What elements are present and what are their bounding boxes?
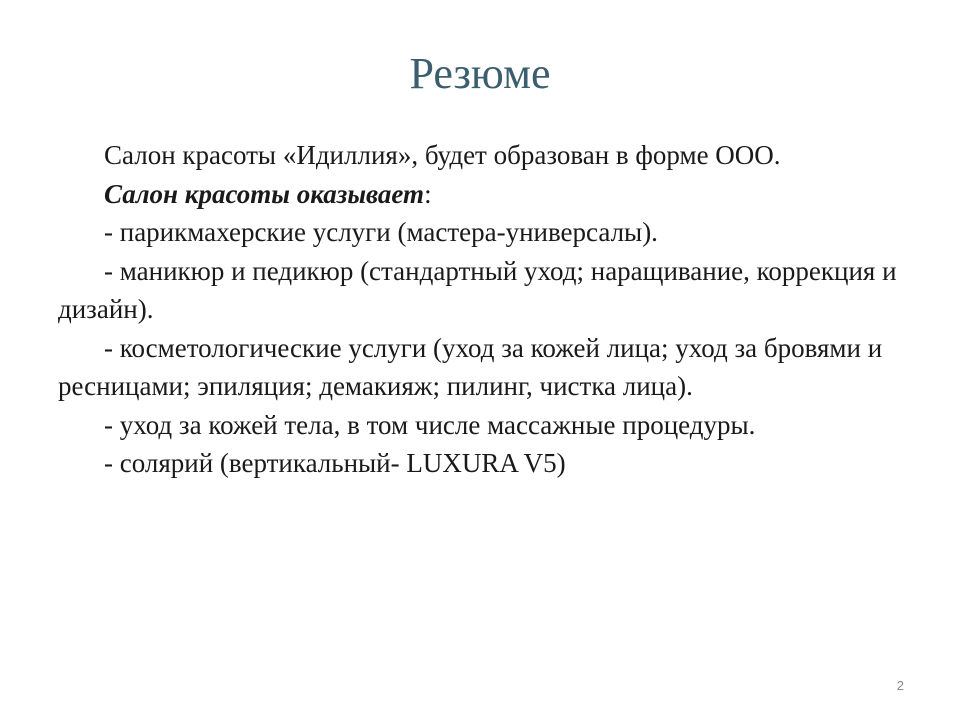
service-item-solarium: - солярий (вертикальный- LUXURA V5) (104, 448, 566, 478)
services-heading-text: Салон красоты оказывает (104, 178, 425, 209)
slide-content (58, 136, 904, 483)
slide-number: 2 (896, 678, 904, 693)
service-item-body-care: - уход за кожей тела, в том числе массажные процедуры. (104, 409, 756, 440)
slide-title: Резюме (409, 49, 551, 98)
services-heading (58, 175, 904, 214)
intro-paragraph: Салон красоты «Идиллия», будет образован в форме ООО. (104, 140, 781, 170)
services-heading-colon: : (424, 178, 432, 209)
service-item-nails: - маникюр и педикюр (стандартный уход; наращивание, коррекция и дизайн). (58, 255, 897, 324)
service-item-hair: - парикмахерские услуги (мастера-универсалы). (104, 217, 658, 247)
service-item-cosmetology: - косметологические услуги (уход за кожей лица; уход за бровями и ресницами; эпиляция; демакияж; пилинг, чистка лица). (58, 332, 883, 401)
